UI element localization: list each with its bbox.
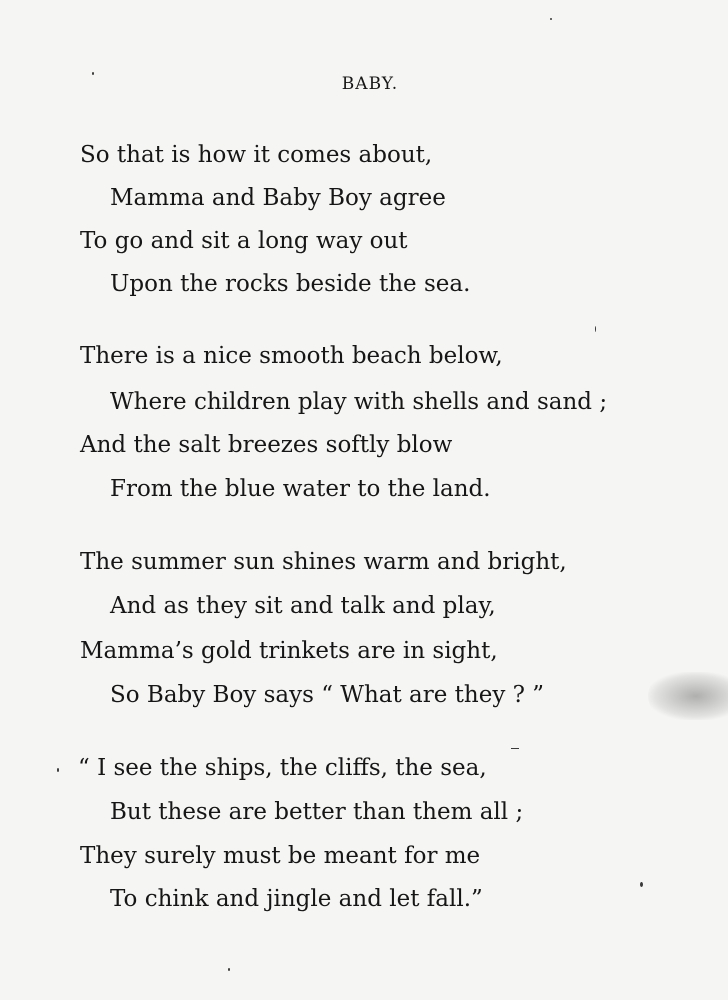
poem-line: Mamma and Baby Boy agree — [110, 185, 446, 211]
scan-speck — [228, 968, 230, 971]
scan-speck — [57, 768, 59, 772]
poem-line: And as they sit and talk and play, — [110, 593, 496, 619]
poem-line: “ I see the ships, the cliffs, the sea, — [78, 755, 487, 781]
poem-line: So that is how it comes about, — [80, 142, 433, 168]
poem-title: BABY. — [341, 74, 399, 94]
poem-line: So Baby Boy says “ What are they ? ” — [110, 682, 545, 708]
scan-smudge — [648, 672, 728, 720]
scan-speck — [640, 882, 643, 887]
poem-line: Upon the rocks beside the sea. — [110, 271, 471, 297]
scan-speck — [550, 18, 552, 20]
poem-line: The summer sun shines warm and bright, — [80, 549, 567, 575]
scan-speck — [511, 748, 519, 749]
poem-line: To go and sit a long way out — [80, 228, 408, 254]
poem-line: To chink and jingle and let fall.” — [110, 886, 483, 912]
poem-line: They surely must be meant for me — [80, 843, 481, 869]
poem-line: From the blue water to the land. — [110, 476, 491, 502]
poem-line: But these are better than them all ; — [110, 799, 524, 825]
poem-line: There is a nice smooth beach below, — [80, 343, 503, 369]
poem-line: Mamma’s gold trinkets are in sight, — [80, 638, 498, 664]
poem-line: Where children play with shells and sand ; — [110, 389, 608, 415]
scan-speck — [92, 72, 94, 75]
poem-line: And the salt breezes softly blow — [80, 432, 453, 458]
scan-speck — [595, 326, 596, 332]
